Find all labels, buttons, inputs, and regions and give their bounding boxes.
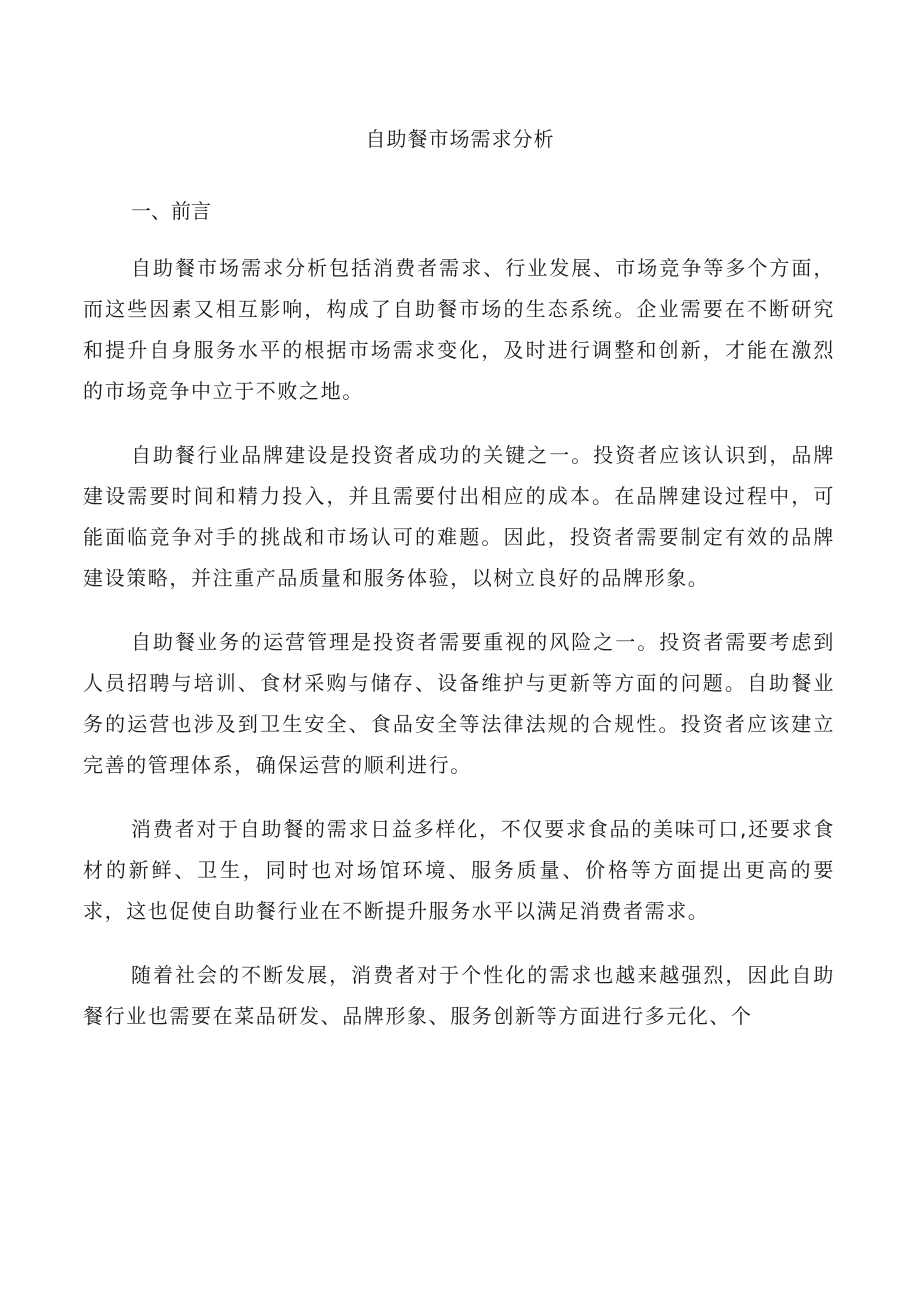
paragraph-operations-management: 自助餐业务的运营管理是投资者需要重视的风险之一。投资者需要考虑到人员招聘与培训、食材采购与储存、设备维护与更新等方面的问题。自助餐业务的运营也涉及到卫生安全、食品安全等法律法规的合规性。投资者应该建立完善的管理体系，确保运营的顺利进行。 [83, 630, 835, 777]
section-heading: 一、前言 [131, 199, 211, 223]
paragraph-personalization: 随着社会的不断发展，消费者对于个性化的需求也越来越强烈，因此自助餐行业也需要在菜品研发、品牌形象、服务创新等方面进行多元化、个 [83, 963, 835, 1028]
document-body [83, 196, 835, 1060]
paragraph-consumer-demand: 消费者对于自助餐的需求日益多样化，不仅要求食品的美味可口,还要求食材的新鲜、卫生，同时也对场馆环境、服务质量、价格等方面提出更高的要求，这也促使自助餐行业在不断提升服务水平以满足消费者需求。 [83, 817, 835, 923]
document-title: 自助餐市场需求分析 [365, 127, 555, 151]
paragraph-market-analysis: 自助餐市场需求分析包括消费者需求、行业发展、市场竞争等多个方面，而这些因素又相互影响，构成了自助餐市场的生态系统。企业需要在不断研究和提升自身服务水平的根据市场需求变化，及时进行调整和创新，才能在激烈的市场竞争中立于不败之地。 [83, 256, 835, 403]
paragraph-brand-building: 自助餐行业品牌建设是投资者成功的关键之一。投资者应该认识到，品牌建设需要时间和精力投入，并且需要付出相应的成本。在品牌建设过程中，可能面临竞争对手的挑战和市场认可的难题。因此，投资者需要制定有效的品牌建设策略，并注重产品质量和服务体验，以树立良好的品牌形象。 [83, 443, 835, 590]
